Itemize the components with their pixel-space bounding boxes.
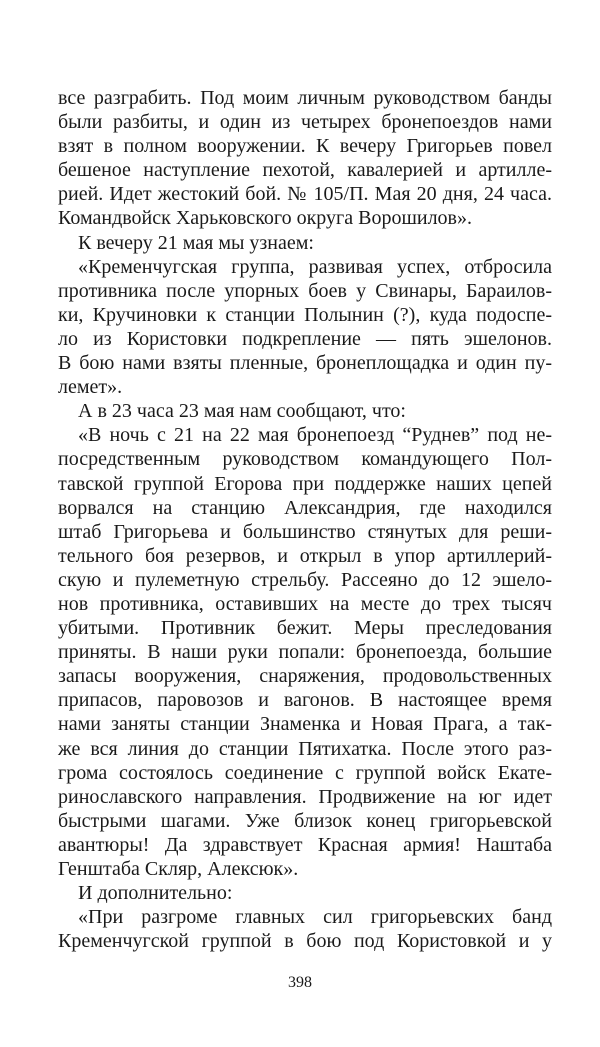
text-line: убитыми. Противник бежит. Меры преследования (58, 617, 552, 640)
text-line: Генштаба Скляр, Алексюк». (58, 858, 299, 880)
text-line: авантюры! Да здравствует Красная армия! Наштаба (58, 833, 552, 856)
text-line: нами заняты станции Знаменка и Новая Прага, а так- (58, 713, 552, 736)
text-line: запасы вооружения, снаряжения, продовольственных (58, 665, 552, 688)
text-line: грома состоялось соединение с группой войск Екате- (58, 761, 552, 784)
text-line: тавской группой Егорова при поддержке наших цепей (58, 472, 552, 495)
text-line: скую и пулеметную стрельбу. Рассеяно до 12 эшело- (58, 568, 552, 591)
text-line: В бою нами взяты пленные, бронеплощадка и один пу- (58, 352, 552, 375)
text-line: же вся линия до станции Пятихатка. После этого раз- (58, 737, 552, 760)
text-line: К вечеру 21 мая мы узнаем: (78, 231, 314, 254)
text-line: приняты. В наши руки попали: бронепоезда, большие (58, 641, 552, 664)
page-body-text (58, 86, 552, 953)
text-line: рией. Идет жестокий бой. № 105/П. Мая 20 дня, 24 часа. (58, 183, 552, 206)
text-line: все разграбить. Под моим личным руководством банды (58, 87, 552, 109)
text-line: «В ночь с 21 на 22 мая бронепоезд “Руднев” под не- (78, 424, 552, 447)
text-line: Кременчугской группой в бою под Користовкой и у (58, 930, 552, 953)
text-line: тельного боя резервов, и открыл в упор артиллерий- (58, 544, 552, 567)
text-line: припасов, паровозов и вагонов. В настоящее время (58, 689, 552, 712)
text-line: штаб Григорьева и большинство стянутых для реши- (58, 520, 552, 543)
text-line: Командвойск Харьковского округа Ворошилов». (58, 207, 472, 230)
text-line: «При разгроме главных сил григорьевских банд (78, 906, 552, 929)
text-line: лемет». (58, 376, 123, 399)
text-line: А в 23 часа 23 мая нам сообщают, что: (78, 400, 406, 423)
text-line: были разбиты, и один из четырех бронепоездов нами (58, 111, 552, 134)
text-line: бешеное наступление пехотой, кавалерией и артилле- (58, 159, 552, 182)
text-line: быстрыми шагами. Уже близок конец григорьевской (58, 809, 552, 832)
text-line: И дополнительно: (78, 882, 233, 905)
text-line: взят в полном вооружении. К вечеру Григорьев повел (58, 135, 552, 158)
text-line: нов противника, оставивших на месте до трех тысяч (58, 592, 552, 615)
page-number: 398 (288, 974, 312, 991)
text-line: противника после упорных боев у Свинары, Бараилов- (58, 279, 552, 302)
text-line: «Кременчугская группа, развивая успех, отбросила (78, 255, 552, 278)
text-line: ринославского направления. Продвижение на юг идет (58, 785, 552, 808)
text-line: ворвался на станцию Александрия, где находился (58, 496, 552, 519)
text-line: ло из Користовки подкрепление — пять эшелонов. (58, 327, 552, 350)
text-line: посредственным руководством командующего Пол- (58, 448, 552, 471)
text-line: ки, Кручиновки к станции Полынин (?), куда подоспе- (58, 303, 552, 326)
